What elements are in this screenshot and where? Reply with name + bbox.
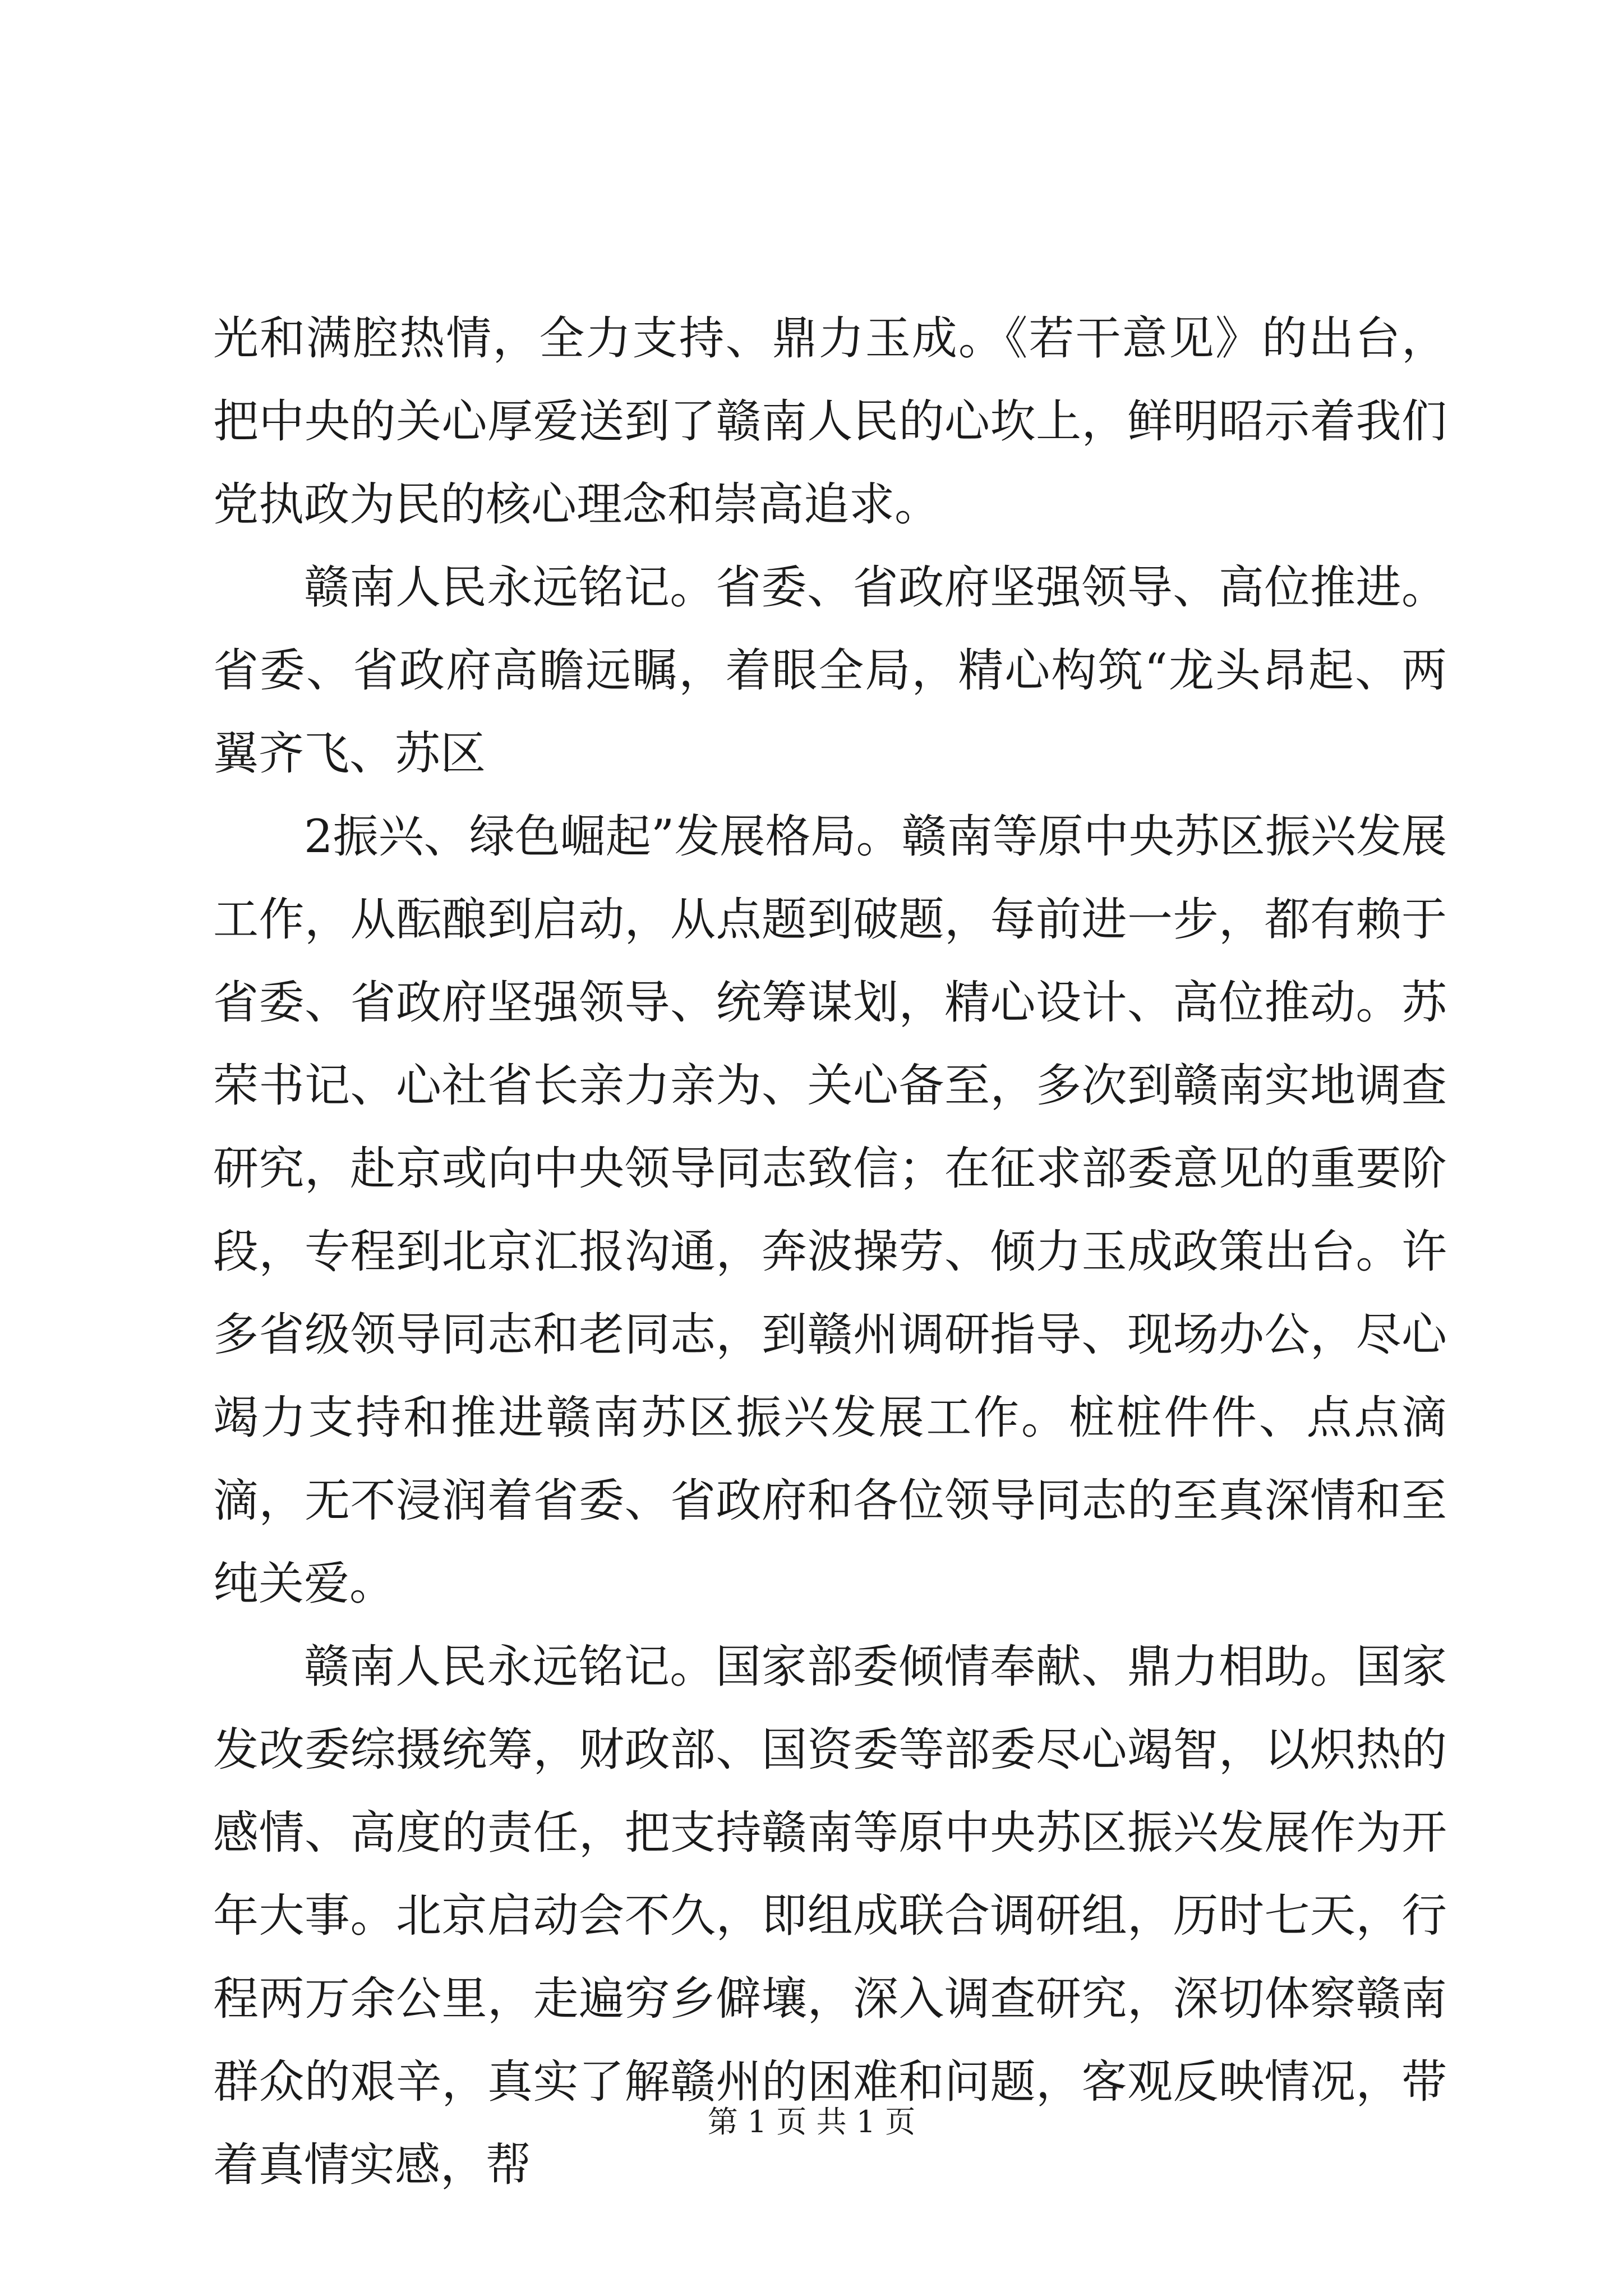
paragraph-4: 赣南人民永远铭记。国家部委倾情奉献、鼎力相助。国家发改委综摄统筹，财政部、国资委等部委尽心竭智，以炽热的感情、高度的责任，把支持赣南等原中央苏区振兴发展作为开年大事。北京启动会不久，即组成联合调研组，历时七天，行程两万余公里，走遍穷乡僻壤，深入调查研究，深切体察赣南群众的艰辛，真实了解赣州的困难和问题，客观反映情况，带着真情实感，帮	[213, 1641, 1447, 2192]
page-footer: 第 1 页 共 1 页	[707, 2104, 916, 2139]
paragraph-1: 光和满腔热情，全力支持、鼎力玉成。《若干意见》的出台，把中央的关心厚爱送到了赣南人民的心坎上，鲜明昭示着我们党执政为民的核心理念和崇高追求。	[213, 312, 1447, 531]
document-body	[213, 297, 1447, 2207]
paragraph-3: 2振兴、绿色崛起”发展格局。赣南等原中央苏区振兴发展工作，从酝酿到启动，从点题到破题，每前进一步，都有赖于省委、省政府坚强领导、统筹谋划，精心设计、高位推动。苏荣书记、心社省长亲力亲为、关心备至，多次到赣南实地调查研究，赴京或向中央领导同志致信；在征求部委意见的重要阶段，专程到北京汇报沟通，奔波操劳、倾力玉成政策出台。许多省级领导同志和老同志，到赣州调研指导、现场办公，尽心竭力支持和推进赣南苏区振兴发展工作。桩桩件件、点点滴滴，无不浸润着省委、省政府和各位领导同志的至真深情和至纯关爱。	[213, 811, 1447, 1611]
paragraph-2: 赣南人民永远铭记。省委、省政府坚强领导、高位推进。省委、省政府高瞻远瞩，着眼全局，精心构筑“龙头昂起、两翼齐飞、苏区	[213, 562, 1447, 780]
